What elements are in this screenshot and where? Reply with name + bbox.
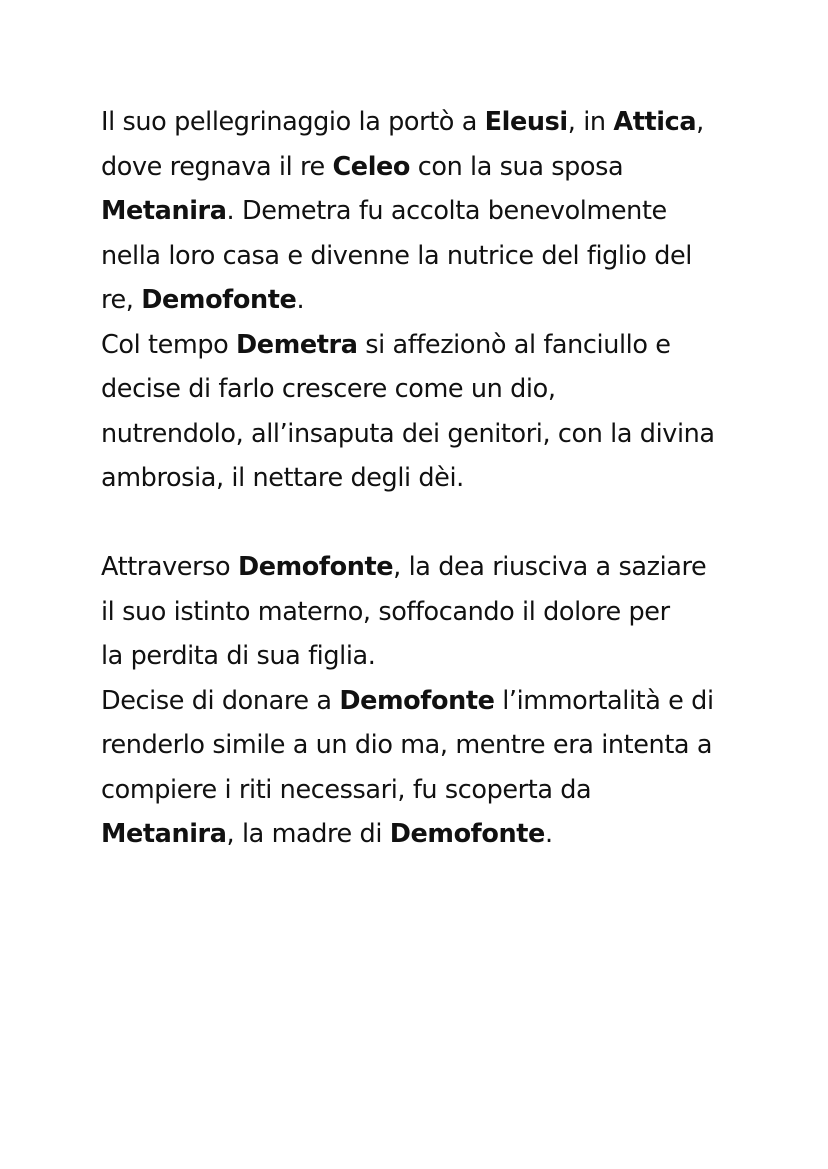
text-run: Col tempo [101,329,237,360]
text-run: compiere i riti necessari, fu scoperta da [101,774,592,805]
text-run: ambrosia, il nettare degli dèi. [101,463,464,493]
text-run: re, [101,285,142,315]
paragraph [101,100,741,501]
text-line [101,634,741,679]
text-run: , [696,107,704,137]
text-run: Il suo pellegrinaggio la portò a [101,107,485,137]
text-line [101,145,741,190]
text-run: . Demetra fu accolta benevolmente [226,196,667,226]
bold-name: Metanira [101,819,227,849]
text-run: , la dea riusciva a saziare [393,552,707,582]
text-line [101,679,741,724]
text-line [101,323,741,368]
text-line [101,278,741,323]
text-run: . [296,285,305,315]
text-line [101,234,741,279]
text-line [101,100,741,145]
text-run: renderlo simile a un dio ma, mentre era intenta a [101,730,713,760]
paragraph-spacer [101,501,741,546]
text-run: la perdita di sua figlia. [101,641,376,671]
text-line [101,812,741,857]
text-run: nella loro casa e divenne la nutrice del figlio del [101,240,692,271]
paragraph [101,545,741,857]
bold-name: Demofonte [389,819,545,849]
body-text [101,100,741,857]
bold-name: Metanira [101,196,227,226]
text-line [101,723,741,768]
bold-name: Demofonte [339,685,495,716]
bold-name: Demetra [236,329,358,360]
text-line [101,412,741,457]
text-run: il suo istinto materno, soffocando il dolore per [101,596,670,627]
bold-name: Attica [613,107,697,137]
bold-name: Eleusi [484,107,568,137]
text-line [101,367,741,412]
text-run: Decise di donare a [101,685,340,716]
text-line [101,456,741,501]
text-run: l’immortalità e di [494,685,714,716]
text-run: . [544,819,553,849]
text-run: dove regnava il re [101,151,333,182]
text-line [101,189,741,234]
text-run: , in [567,107,614,137]
text-run: nutrendolo, all’insaputa dei genitori, con la divina [101,418,715,449]
bold-name: Celeo [332,151,411,182]
text-run: , la madre di [226,819,390,849]
text-run: con la sua sposa [410,151,624,182]
text-line [101,768,741,813]
text-line [101,545,741,590]
bold-name: Demofonte [237,552,394,582]
text-run: si affezionò al fanciullo e [357,329,671,360]
text-run: decise di farlo crescere come un dio, [101,374,556,404]
text-run: Attraverso [101,552,238,582]
bold-name: Demofonte [141,285,297,315]
text-line [101,590,741,635]
